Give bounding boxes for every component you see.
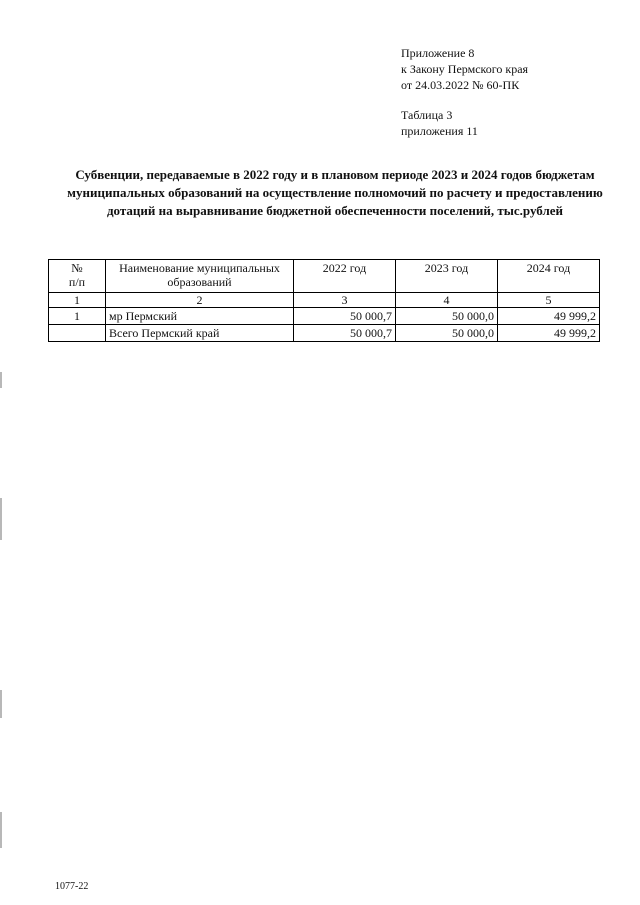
column-index-row (49, 293, 600, 308)
appendix-header (401, 45, 528, 139)
scan-artifact (0, 812, 2, 848)
header-cell-2023: 2023 год (396, 260, 498, 293)
title-line-2: муниципальных образований на осуществление полномочий по расчету и предоставлению (67, 185, 603, 200)
header-cell-name (106, 260, 294, 293)
row-value-2023: 50 000,0 (396, 325, 498, 342)
title-line-1: Субвенции, передаваемые в 2022 году и в плановом периоде 2023 и 2024 годов бюджетам (75, 167, 595, 182)
row-value-2022: 50 000,7 (294, 308, 396, 325)
index-cell: 3 (294, 293, 396, 308)
row-value-2024: 49 999,2 (498, 308, 600, 325)
appendix-line-2: к Закону Пермского края (401, 62, 529, 76)
document-code: 1077-22 (55, 881, 89, 892)
row-value-2022: 50 000,7 (294, 325, 396, 342)
header-cell-2024: 2024 год (498, 260, 600, 293)
index-cell: 4 (396, 293, 498, 308)
header-number-line-2: п/п (68, 275, 86, 289)
row-name: Всего Пермский край (106, 325, 294, 342)
subventions-table (48, 259, 600, 342)
document-title (40, 166, 630, 220)
row-number (49, 325, 106, 342)
table-reference-line-1: Таблица 3 (401, 108, 453, 122)
scan-artifact (0, 690, 2, 718)
row-value-2024: 49 999,2 (498, 325, 600, 342)
row-number: 1 (49, 308, 106, 325)
scan-artifact (0, 372, 2, 388)
index-cell: 2 (106, 293, 294, 308)
table-total-row (49, 325, 600, 342)
table-row (49, 308, 600, 325)
table-header-row (49, 260, 600, 293)
row-value-2023: 50 000,0 (396, 308, 498, 325)
header-cell-number (49, 260, 106, 293)
scan-artifact (0, 498, 2, 540)
header-cell-2022: 2022 год (294, 260, 396, 293)
header-number-line-1: № (71, 261, 83, 275)
appendix-line-1: Приложение 8 (401, 46, 475, 60)
table-reference-line-2: приложения 11 (401, 124, 478, 138)
index-cell: 1 (49, 293, 106, 308)
title-line-3: дотаций на выравнивание бюджетной обеспеченности поселений, тыс.рублей (106, 203, 564, 218)
appendix-line-3: от 24.03.2022 № 60-ПК (401, 78, 520, 92)
header-name-line-2: образований (167, 275, 232, 289)
row-name: мр Пермский (106, 308, 294, 325)
header-name-line-1: Наименование муниципальных (119, 261, 280, 275)
index-cell: 5 (498, 293, 600, 308)
